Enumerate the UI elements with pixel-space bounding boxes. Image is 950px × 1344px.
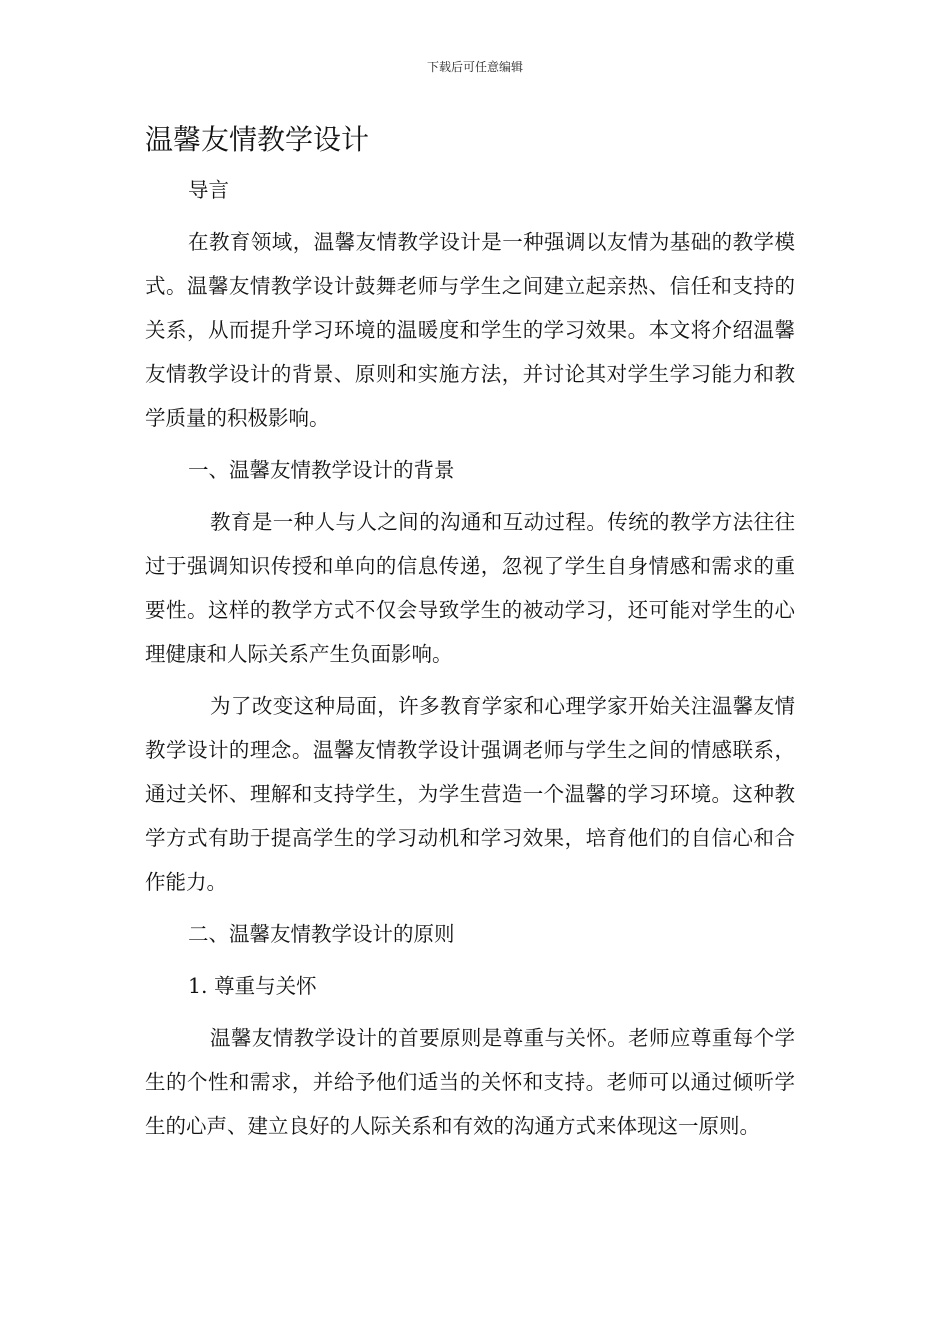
intro-paragraph: 在教育领域，温馨友情教学设计是一种强调以友情为基础的教学模式。温馨友情教学设计鼓舞老师与学生之间建立起亲热、信任和支持的关系，从而提升学习环境的温暖度和学生的学习效果。本文将介绍温馨友情教学设计的背景、原则和实施方法，并讨论其对学生学习能力和教学质量的积极影响。	[145, 230, 795, 430]
background-paragraph-1: 教育是一种人与人之间的沟通和互动过程。传统的教学方法往往过于强调知识传授和单向的信息传递，忽视了学生自身情感和需求的重要性。这样的教学方式不仅会导致学生的被动学习，还可能对学生的心理健康和人际关系产生负面影响。	[145, 510, 795, 666]
document-title: 温馨友情教学设计	[145, 123, 370, 156]
principle-1-paragraph: 温馨友情教学设计的首要原则是尊重与关怀。老师应尊重每个学生的个性和需求，并给予他们适当的关怀和支持。老师可以通过倾听学生的心声、建立良好的人际关系和有效的沟通方式来体现这一原则。	[145, 1026, 795, 1138]
principle-1-heading: 1. 尊重与关怀	[188, 974, 317, 998]
background-paragraph-2: 为了改变这种局面，许多教育学家和心理学家开始关注温馨友情教学设计的理念。温馨友情教学设计强调老师与学生之间的情感联系，通过关怀、理解和支持学生，为学生营造一个温馨的学习环境。这种教学方式有助于提高学生的学习动机和学习效果，培育他们的自信心和合作能力。	[145, 694, 795, 894]
header-note: 下载后可任意编辑	[426, 60, 523, 74]
principles-heading: 二、温馨友情教学设计的原则	[188, 922, 455, 946]
document-body	[145, 168, 795, 1148]
intro-heading: 导言	[188, 178, 229, 202]
background-heading: 一、温馨友情教学设计的背景	[188, 458, 455, 482]
